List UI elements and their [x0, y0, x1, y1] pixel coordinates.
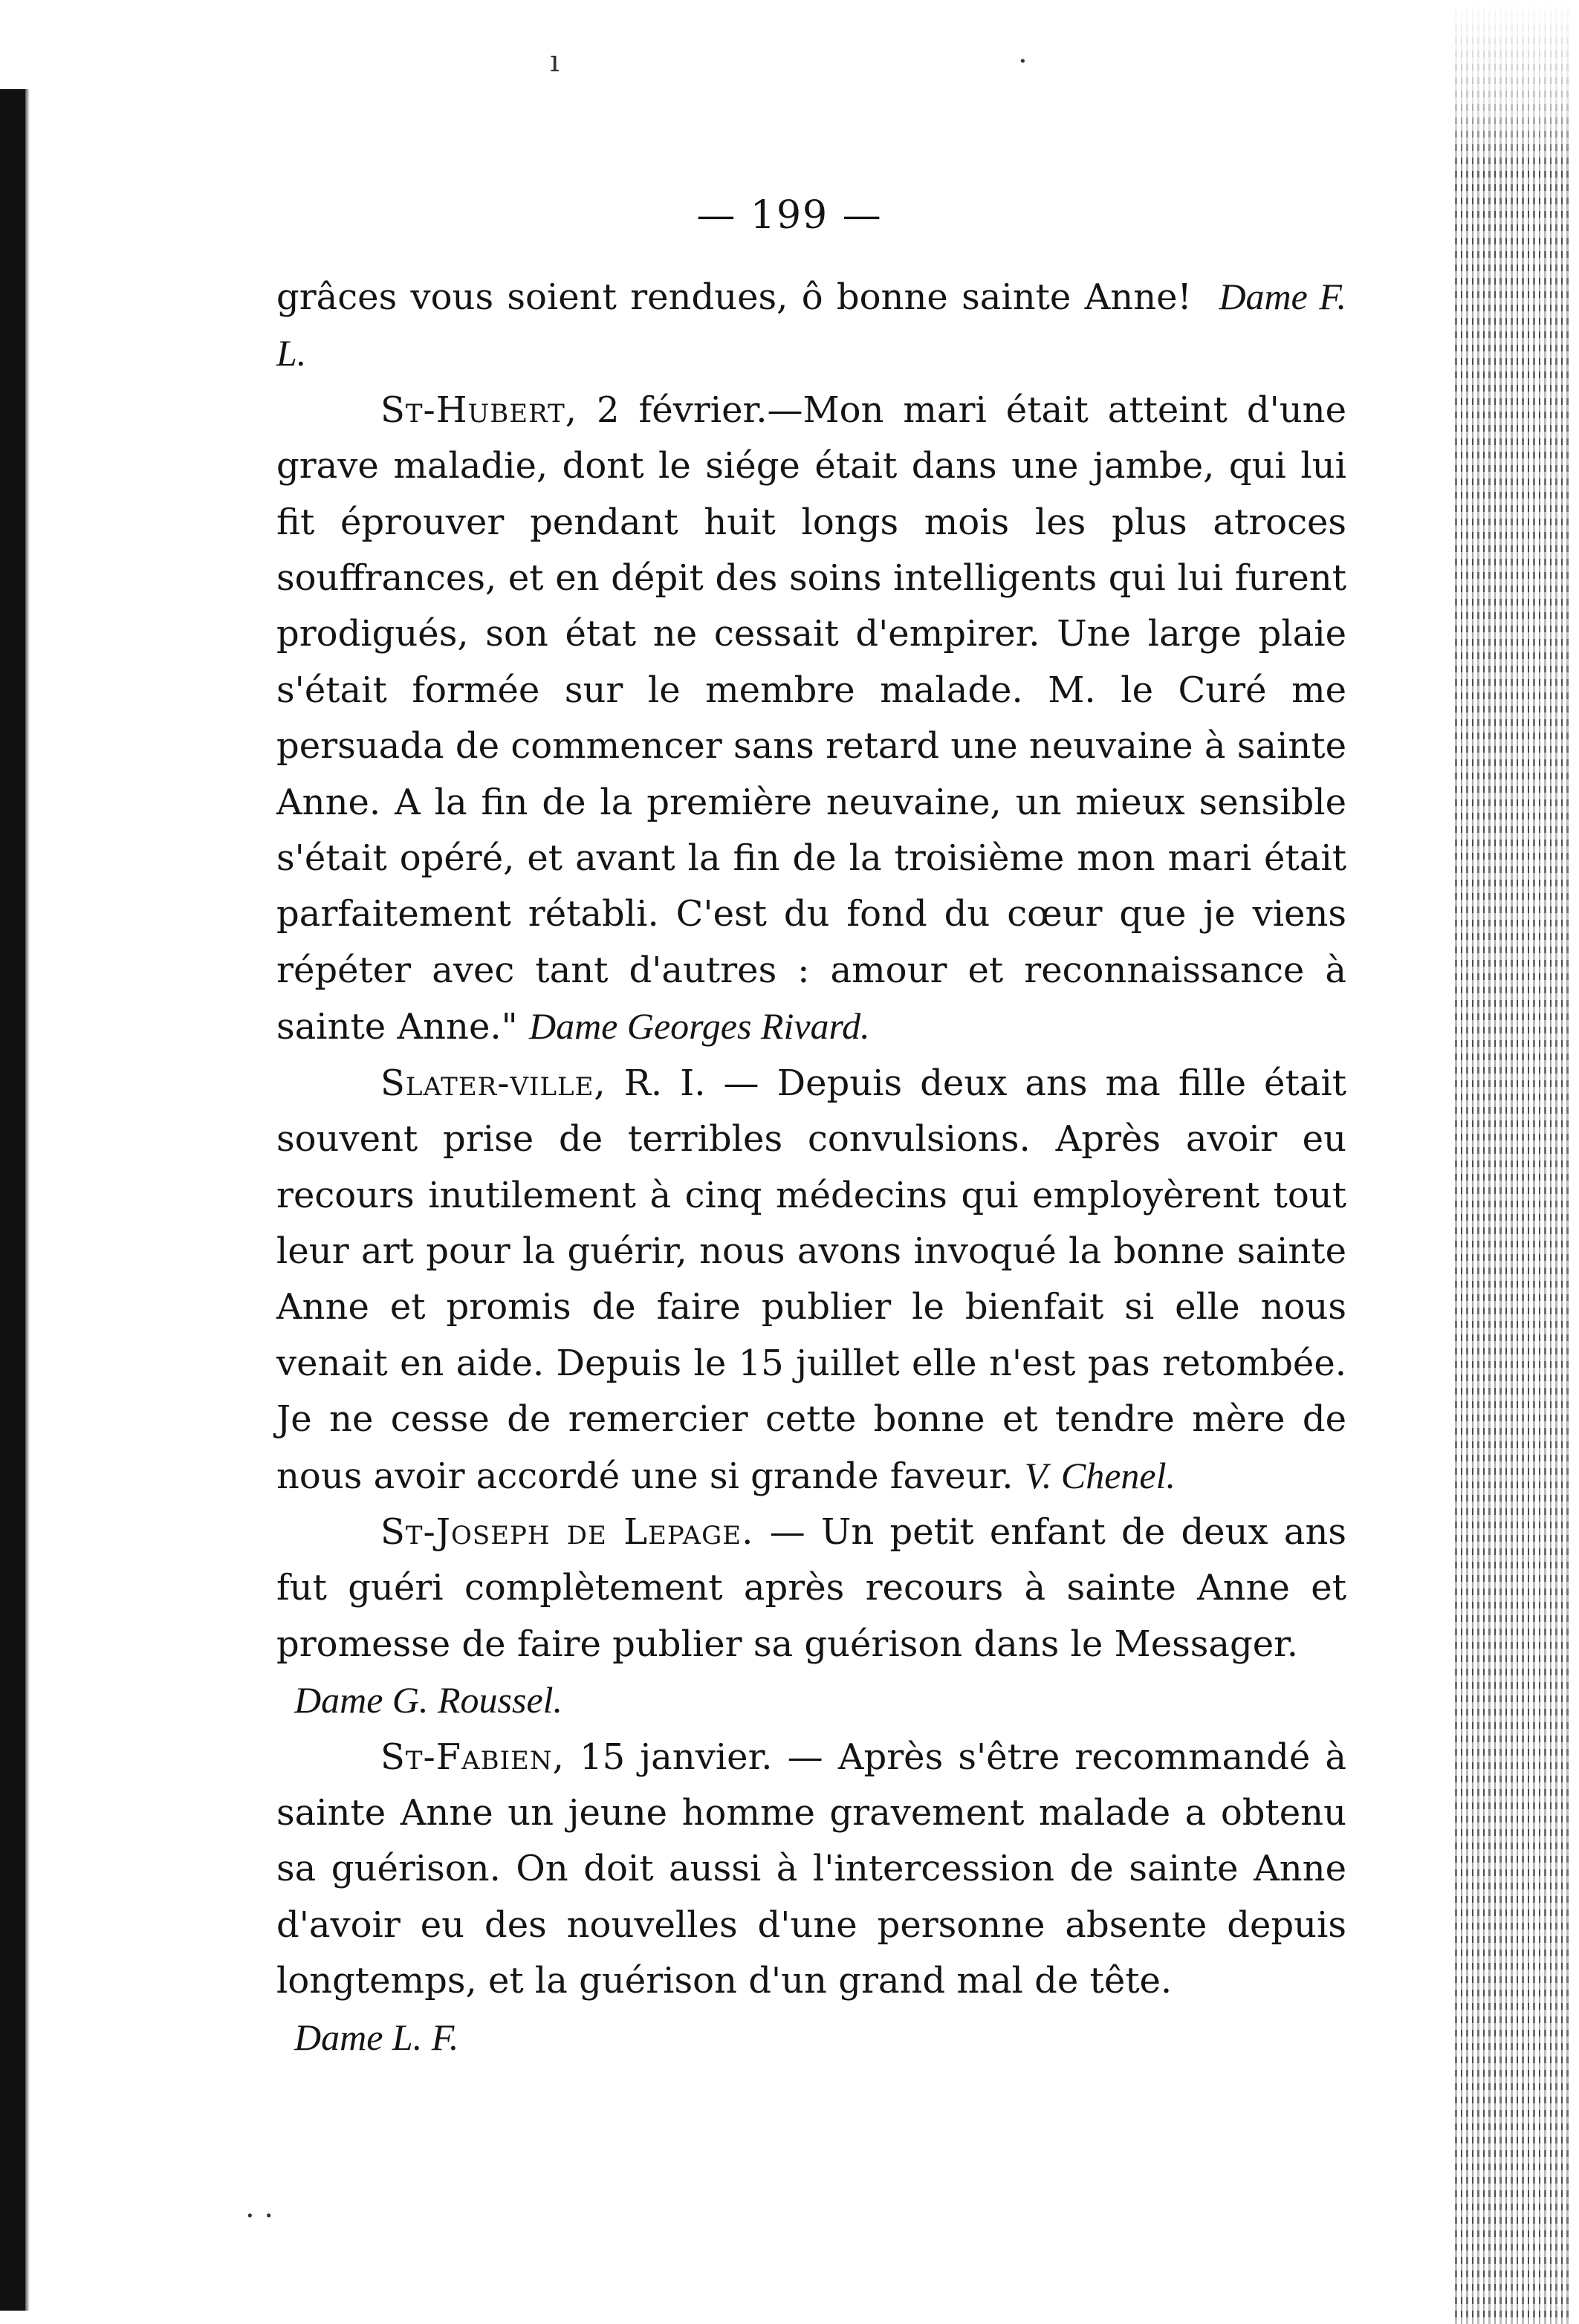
scan-speck: ·	[1018, 45, 1028, 79]
entry-st-fabien	[276, 1730, 1346, 2066]
scan-speck: ı	[550, 45, 560, 79]
entry-signature: Dame L. F.	[294, 2016, 459, 2058]
scan-binding-edge	[25, 89, 30, 2311]
entry-place: St-Hubert,	[380, 389, 578, 431]
entry-signature: Dame G. Roussel.	[294, 1679, 563, 1721]
entry-signature: Dame Georges Rivard.	[528, 1005, 870, 1048]
entry-place: St-Joseph de Lepage.	[380, 1510, 754, 1553]
entry-place: St-Fabien,	[380, 1736, 565, 1778]
entry-text: R. I. — Depuis deux ans ma fille était souvent prise de terribles convulsions. Après avoir eu recours inutilement à cinq médecins qui employèrent tout leur art pour la guérir, nous avons invoqué la bonne sainte Anne et promis de faire publier le bienfait si elle nous venait en aide. Depuis le 15 juillet elle n'est pas retombée. Je ne cesse de remercier cette bonne et tendre mère de nous avoir accordé une si grande faveur.	[276, 1062, 1346, 1497]
page-body	[276, 269, 1346, 2066]
entry-slater-ville	[276, 1056, 1346, 1505]
entry-signature: Dame F. L.	[276, 276, 1346, 374]
entry-text: — Un petit enfant de deux ans fut guéri complètement après recours à sainte Anne et promesse de faire publier sa guérison dans le Messager.	[276, 1510, 1346, 1665]
entry-text: 15 janvier. — Après s'être recommandé à sainte Anne un jeune homme gravement malade a obtenu sa guérison. On doit aussi à l'intercession de sainte Anne d'avoir eu des nouvelles d'une personne absente depuis longtemps, et la guérison d'un grand mal de tête.	[276, 1736, 1346, 2002]
scan-edge-noise	[1451, 0, 1570, 2324]
entry-signature: V. Chenel.	[1024, 1454, 1176, 1496]
scan-speck: · ·	[245, 2199, 274, 2233]
scan-binding-shadow	[0, 89, 25, 2311]
entry-text: 2 février.—Mon mari était atteint d'une grave maladie, dont le siége était dans une jambe, qui lui fit éprouver pendant huit longs mois les plus atroces souffrances, et en dépit des soins intelligents qui lui furent prodigués, son état ne cessait d'empirer. Une large plaie s'était formée sur le membre malade. M. le Curé me persuada de commencer sans retard une neuvaine à sainte Anne. A la fin de la première neuvaine, un mieux sensible s'était opéré, et avant la fin de la troisième mon mari était parfaitement rétabli. C'est du fond du cœur que je viens répéter avec tant d'autres : amour et reconnaissance à sainte Anne."	[276, 389, 1347, 1048]
entry-continuation	[276, 269, 1346, 383]
entry-text: grâces vous soient rendues, ô bonne sainte Anne!	[276, 276, 1192, 318]
entry-st-hubert	[276, 383, 1346, 1056]
entry-place: Slater-ville,	[380, 1062, 606, 1104]
page-number: — 199 —	[696, 193, 883, 238]
scan-edge-fade	[1451, 0, 1570, 171]
entry-st-joseph-de-lepage	[276, 1505, 1346, 1730]
